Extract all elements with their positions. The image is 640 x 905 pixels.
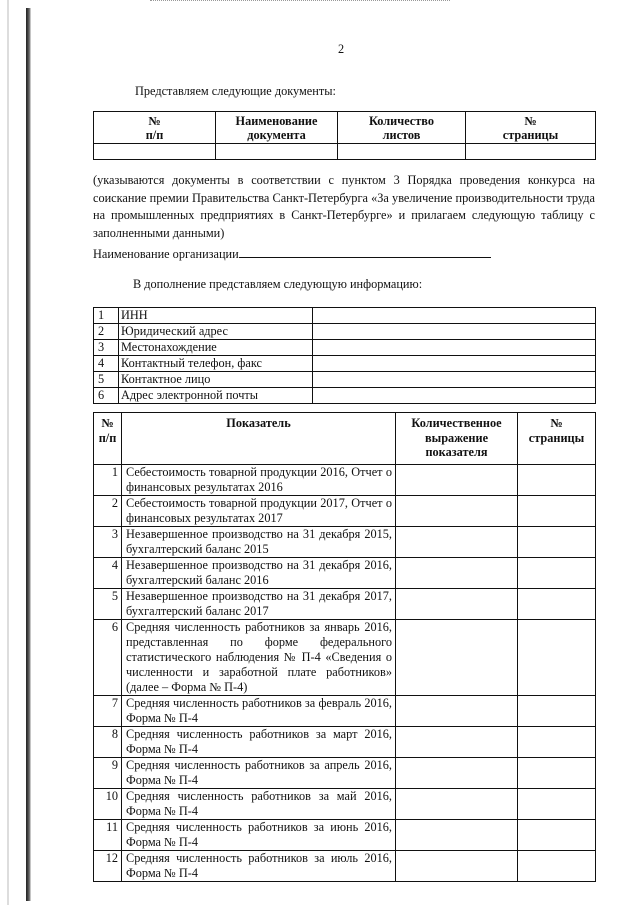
table-cell (338, 144, 466, 160)
indicator-row (94, 758, 596, 789)
info-row-label: Адрес электронной почты (119, 388, 313, 404)
ind-col-number: № п/п (94, 413, 122, 465)
documents-intro: Представляем следующие документы: (135, 84, 336, 98)
table-cell (94, 144, 216, 160)
indicator-number: 5 (94, 589, 122, 620)
binding-edge (26, 8, 31, 901)
info-row-value (313, 340, 596, 356)
indicator-page (518, 820, 596, 851)
scan-edge (7, 0, 9, 905)
indicator-row (94, 558, 596, 589)
additional-intro: В дополнение представляем следующую информацию: (133, 277, 423, 291)
indicators-table (93, 412, 596, 882)
info-row (94, 356, 596, 372)
indicator-value (396, 496, 518, 527)
documents-note: (указываются документы в соответствии с пунктом 3 Порядка проведения конкурса на соискание премии Правительства Санкт-Петербурга «За увеличение производительности труда на промышленных предприятиях в Санкт-Петербурге» и прилагаем следующую таблицу с заполненными данными) (93, 173, 595, 240)
indicator-page (518, 527, 596, 558)
table-cell (466, 144, 596, 160)
indicator-value (396, 465, 518, 496)
indicator-number: 12 (94, 851, 122, 882)
indicator-text: Незавершенное производство на 31 декабря 2015, бухгалтерский баланс 2015 (122, 527, 396, 558)
indicator-row (94, 820, 596, 851)
indicators-table-header (94, 413, 596, 465)
indicator-number: 6 (94, 620, 122, 696)
info-row-number: 2 (94, 324, 119, 340)
indicator-number: 11 (94, 820, 122, 851)
indicator-text: Незавершенное производство на 31 декабря 2017, бухгалтерский баланс 2017 (122, 589, 396, 620)
indicator-row (94, 527, 596, 558)
indicator-value (396, 851, 518, 882)
indicator-value (396, 727, 518, 758)
indicator-text: Незавершенное производство на 31 декабря 2016, бухгалтерский баланс 2016 (122, 558, 396, 589)
indicator-page (518, 851, 596, 882)
info-row-number: 1 (94, 308, 119, 324)
organization-label: Наименование организации (93, 247, 239, 261)
indicator-page (518, 465, 596, 496)
indicator-value (396, 789, 518, 820)
indicator-row (94, 696, 596, 727)
indicator-page (518, 758, 596, 789)
info-row (94, 388, 596, 404)
indicator-value (396, 589, 518, 620)
info-row-value (313, 324, 596, 340)
indicator-value (396, 758, 518, 789)
indicator-number: 7 (94, 696, 122, 727)
indicator-number: 8 (94, 727, 122, 758)
table-cell (216, 144, 338, 160)
indicator-text: Средняя численность работников за февраль 2016, Форма № П-4 (122, 696, 396, 727)
indicator-number: 2 (94, 496, 122, 527)
indicator-row (94, 851, 596, 882)
indicator-text: Себестоимость товарной продукции 2017, Отчет о финансовых результатах 2017 (122, 496, 396, 527)
page-number: 2 (338, 42, 345, 56)
indicator-text: Средняя численность работников за март 2016, Форма № П-4 (122, 727, 396, 758)
indicator-page (518, 589, 596, 620)
info-row-label: ИНН (119, 308, 313, 324)
indicator-text: Средняя численность работников за июнь 2016, Форма № П-4 (122, 820, 396, 851)
indicator-row (94, 789, 596, 820)
organization-blank (239, 244, 491, 258)
indicator-row (94, 620, 596, 696)
info-row-label: Юридический адрес (119, 324, 313, 340)
info-row-number: 4 (94, 356, 119, 372)
organization-line (93, 244, 491, 262)
indicator-text: Средняя численность работников за январь 2016, представленная по форме федерального статистического наблюдения № П-4 «Сведения о численности и заработной плате работников» (далее – Форма № П-4) (122, 620, 396, 696)
indicator-number: 1 (94, 465, 122, 496)
info-row-value (313, 372, 596, 388)
info-row-label: Контактный телефон, факс (119, 356, 313, 372)
documents-table (93, 111, 596, 160)
indicator-row (94, 465, 596, 496)
indicator-page (518, 696, 596, 727)
info-row-value (313, 356, 596, 372)
indicator-page (518, 620, 596, 696)
documents-table-empty-row (94, 144, 596, 160)
indicator-value (396, 820, 518, 851)
info-row-number: 6 (94, 388, 119, 404)
indicator-text: Средняя численность работников за апрель 2016, Форма № П-4 (122, 758, 396, 789)
indicator-page (518, 558, 596, 589)
info-row (94, 340, 596, 356)
indicator-value (396, 696, 518, 727)
info-row (94, 324, 596, 340)
indicator-number: 10 (94, 789, 122, 820)
indicator-number: 4 (94, 558, 122, 589)
info-row-value (313, 308, 596, 324)
ind-col-value: Количественное выражение показателя (396, 413, 518, 465)
indicator-page (518, 727, 596, 758)
indicator-number: 3 (94, 527, 122, 558)
docs-col-sheets: Количество листов (338, 112, 466, 144)
docs-col-number: № п/п (94, 112, 216, 144)
indicator-value (396, 527, 518, 558)
ind-col-page: № страницы (518, 413, 596, 465)
indicator-number: 9 (94, 758, 122, 789)
indicator-text: Средняя численность работников за май 2016, Форма № П-4 (122, 789, 396, 820)
indicator-row (94, 589, 596, 620)
docs-col-name: Наименование документа (216, 112, 338, 144)
documents-table-header (94, 112, 596, 144)
indicator-row (94, 496, 596, 527)
info-row (94, 308, 596, 324)
indicator-value (396, 620, 518, 696)
info-row-number: 3 (94, 340, 119, 356)
indicator-text: Средняя численность работников за июль 2016, Форма № П-4 (122, 851, 396, 882)
indicator-page (518, 789, 596, 820)
info-row-number: 5 (94, 372, 119, 388)
indicator-text: Себестоимость товарной продукции 2016, Отчет о финансовых результатах 2016 (122, 465, 396, 496)
info-row (94, 372, 596, 388)
scan-mark (150, 0, 450, 3)
docs-col-page: № страницы (466, 112, 596, 144)
info-row-label: Местонахождение (119, 340, 313, 356)
indicator-row (94, 727, 596, 758)
info-row-value (313, 388, 596, 404)
indicator-page (518, 496, 596, 527)
info-row-label: Контактное лицо (119, 372, 313, 388)
ind-col-indicator: Показатель (122, 413, 396, 465)
indicator-value (396, 558, 518, 589)
info-table (93, 307, 596, 404)
